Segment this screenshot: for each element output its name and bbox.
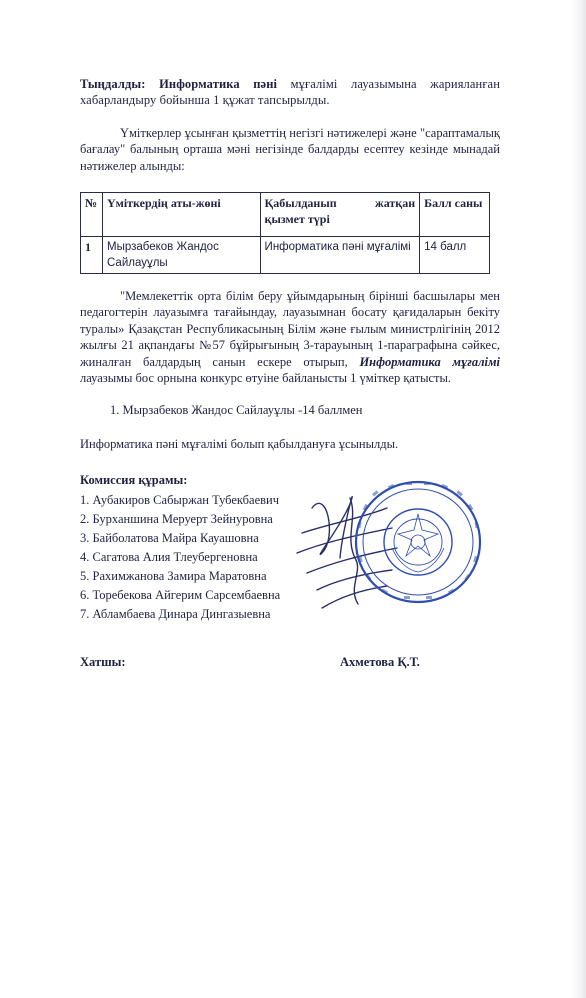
result-item: 1. Мырзабеков Жандос Сайлауұлы -14 баллмен [110, 403, 363, 418]
commission-member: 1. Аубакиров Сабыржан Тубекбаевич [80, 492, 280, 507]
page-edge-shadow [572, 0, 586, 998]
legal-basis-text: "Мемлекеттік орта білім беру ұйымдарының бірінші басшылары мен педагогтерін лауазымға тағайындау, лауазымнан босату қағидаларын бекіту туралы» Қазақстан Республикасының Білім және ғылым министрлігінің 2012 жылғы 21 ақпандағы №57 бұйрығының 3-тарауының 1-параграфына сәйкес, жиналған балдардың санын ескере отырып, [80, 289, 500, 369]
row-score: 14 балл [420, 237, 490, 274]
recommendation-text: Информатика пәні мұғалімі болып қабылдануға ұсынылды. [80, 436, 399, 451]
table-header-row [81, 193, 490, 237]
intro-subject: Информатика пәні [159, 77, 278, 91]
row-position: Информатика пәні мұғалімі [260, 237, 420, 274]
header-num: № [81, 193, 103, 237]
intro-paragraph [80, 76, 500, 109]
results-intro-paragraph: Үміткерлер ұсынған қызметтің негізгі нәтижелері және "сараптамалық бағалау" балының орташа мәні негізінде балдарды есептеу кезінде мынадай нәтижелер алынды: [80, 125, 500, 173]
intro-lead: Тыңдалды: [80, 77, 146, 91]
official-stamp-seal [352, 478, 484, 606]
commission-member: 3. Байболатова Майра Кауашовна [80, 530, 259, 545]
table-row [81, 237, 490, 274]
commission-title: Комиссия құрамы: [80, 473, 188, 488]
secretary-name: Ахметова Қ.Т. [340, 654, 420, 669]
header-position: Қабылданып жатқан қызмет түрі [260, 193, 420, 237]
commission-member: 6. Торебекова Айгерим Сарсембаевна [80, 587, 281, 602]
commission-member: 7. Абламбаева Динара Дингазыевна [80, 606, 271, 621]
commission-member: 5. Рахимжанова Замира Маратовна [80, 568, 267, 583]
commission-member: 4. Сагатова Алия Тлеубергеновна [80, 549, 258, 564]
header-score: Балл саны [420, 193, 490, 237]
row-name: Мырзабеков Жандос Сайлауұлы [102, 237, 260, 274]
commission-member: 2. Бурханшина Меруерт Зейнуровна [80, 511, 273, 526]
secretary-label: Хатшы: [80, 654, 126, 669]
row-num: 1 [81, 237, 103, 274]
intro-rest: мұғалімі лауазымына жарияланған хабарландыру бойынша 1 құжат тапсырылды. [80, 77, 500, 108]
legal-basis-after: лауазымы бос орнына конкурс өтуіне байланысты 1 үміткер қатысты. [80, 371, 452, 386]
candidates-table [80, 192, 490, 274]
legal-basis-highlight: Информатика мұғалімі [359, 354, 500, 369]
secretary-line [80, 654, 500, 672]
header-name: Үміткердің аты-жөні [102, 193, 260, 237]
legal-basis-paragraph [80, 288, 500, 386]
